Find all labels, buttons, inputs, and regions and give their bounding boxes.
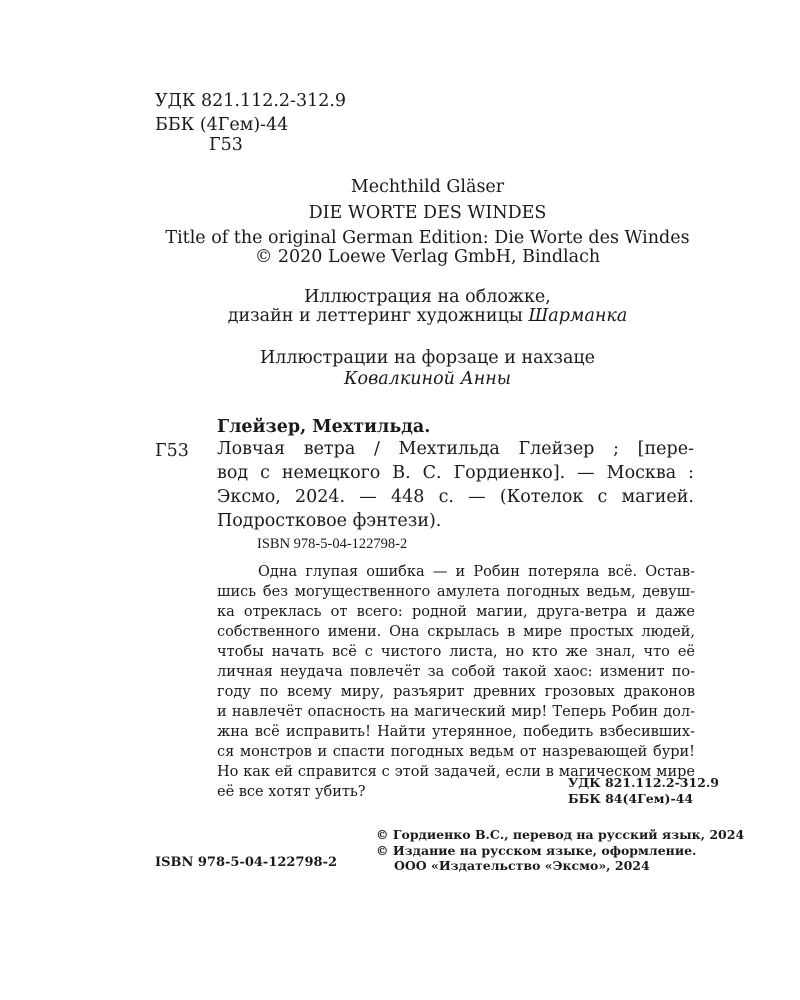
footer-udk: УДК 821.112.2-312.9 xyxy=(568,775,719,790)
original-edition-line: Title of the original German Edition: Die Worte des Windes xyxy=(165,228,690,248)
edition-copyright: © Издание на русском языке, оформление. xyxy=(376,843,697,858)
annotation-line: её все хотят убить? xyxy=(217,784,366,800)
annotation-line: собственного имени. Она скрылась в мире простых людей, xyxy=(217,624,695,640)
publisher-copyright: ООО «Издательство «Эксмо», 2024 xyxy=(394,858,650,873)
bibliographic-line: вод с немецкого В. С. Гордиенко]. — Москва : xyxy=(217,463,694,483)
annotation xyxy=(217,562,695,802)
translation-copyright: © Гордиенко В.С., перевод на русский язык, 2024 xyxy=(376,827,745,842)
isbn-record: ISBN 978-5-04-122798-2 xyxy=(257,536,408,552)
bibliographic-line: Подростковое фэнтези). xyxy=(217,511,442,531)
annotation-line: личная неудача повлечёт за собой такой хаос: изменит по- xyxy=(217,664,695,680)
cover-credit-line1: Иллюстрация на обложке, xyxy=(304,287,551,307)
annotation-line: жна всё исправить! Найти утерянное, победить взбесивших- xyxy=(217,724,695,740)
cover-credit-prefix: дизайн и леттеринг художницы xyxy=(227,306,529,326)
bibliographic-side-sign: Г53 xyxy=(155,441,189,461)
author-sign: Г53 xyxy=(209,135,243,155)
cover-artist-name: Шарманка xyxy=(528,306,628,326)
annotation-line: Но как ей справится с этой задачей, если в магическом мире xyxy=(217,764,695,780)
annotation-line: Одна глупая ошибка — и Робин потеряла всё. Остав- xyxy=(258,564,695,580)
bibliographic-description xyxy=(217,437,694,533)
annotation-line: шись без могущественного амулета погодных ведьм, девуш- xyxy=(217,584,695,600)
endpaper-artist-name: Ковалкиной Анны xyxy=(343,369,512,389)
bibliographic-heading: Глейзер, Мехтильда. xyxy=(217,417,431,437)
annotation-line: чтобы начать всё с чистого листа, но кто же знал, что её xyxy=(217,644,695,660)
udk-code: УДК 821.112.2-312.9 xyxy=(155,91,347,111)
annotation-line: ка отреклась от всего: родной магии, друга-ветра и даже xyxy=(217,604,695,620)
annotation-line: году по всему миру, разъярит древних грозовых драконов xyxy=(217,684,695,700)
bbk-code: ББК (4Гем)-44 xyxy=(155,115,289,135)
cover-credit-line2 xyxy=(0,304,800,328)
footer-isbn: ISBN 978-5-04-122798-2 xyxy=(155,855,338,870)
original-author: Mechthild Gläser xyxy=(350,177,505,197)
original-copyright: © 2020 Loewe Verlag GmbH, Bindlach xyxy=(254,247,601,267)
endpaper-credit-line1: Иллюстрации на форзаце и нахзаце xyxy=(259,348,596,368)
footer-bbk: ББК 84(4Гем)-44 xyxy=(568,791,694,806)
original-title: DIE WORTE DES WINDES xyxy=(308,203,547,223)
bibliographic-line: Эксмо, 2024. — 448 с. — (Котелок с магией. xyxy=(217,487,694,507)
annotation-line: ся монстров и спасти погодных ведьм от назревающей бури! xyxy=(217,744,695,760)
bibliographic-line: Ловчая ветра / Мехтильда Глейзер ; [пере- xyxy=(217,439,694,459)
annotation-line: и навлечёт опасность на магический мир! Теперь Робин дол- xyxy=(217,704,695,720)
